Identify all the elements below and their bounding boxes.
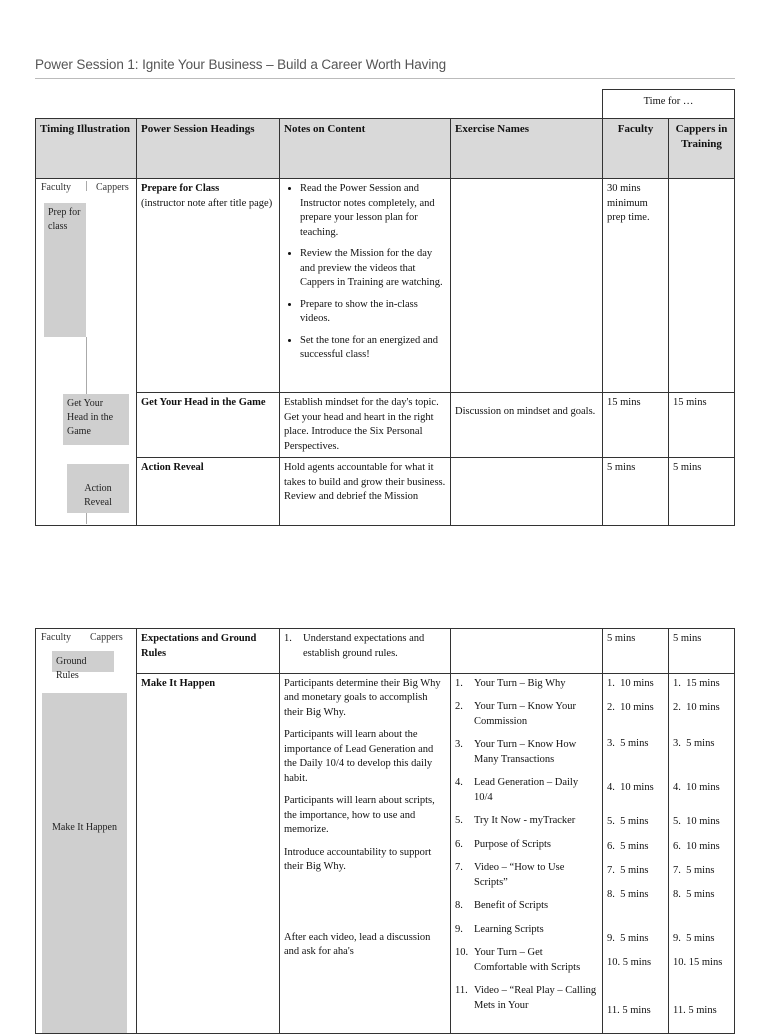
timing-illustration [36,629,137,681]
note-text: Participants will learn about the importance of Lead Generation and the Daily 10/4 to develop this daily habit. [284,729,434,784]
cappers-time: 1. 15 mins [673,677,720,689]
illus-cappers-label: Cappers [90,632,123,643]
illus-faculty-label: Faculty [41,632,71,643]
cappers-time: 10. 15 mins [673,956,723,968]
list-item [455,923,598,938]
list-text: Video – “Real Play – Calling Mets in Your [474,985,597,1011]
exercise-cell: Discussion on mindset and goals. [451,393,603,458]
cappers-cell: 15 mins [669,393,735,458]
faculty-time: 5. 5 mins [607,815,649,827]
faculty-times [607,677,664,1027]
faculty-cell: 30 mins minimum prep time. [603,179,669,393]
col-headings: Power Session Headings [137,119,280,179]
col-timing: Timing Illustration [36,119,137,179]
row-heading: Make It Happen [137,673,280,1034]
timing-illustration [36,179,137,526]
faculty-time: 2. 10 mins [607,701,654,713]
list-number: 2. [455,701,463,712]
note-text: Participants will learn about scripts, the importance, how to use and memorize. [284,795,435,835]
list-item [455,776,598,805]
faculty-cell [603,673,669,1034]
list-item [455,946,598,975]
exercise-cell [451,673,603,1034]
row-heading: Expectations and Ground Rules [137,629,280,674]
list-number: 6. [455,838,463,850]
note-text: Hold agents accountable for what it takes to build and grow their business. [284,462,446,488]
illus-connector [86,337,87,395]
list-text: Try It Now - myTracker [474,815,576,826]
list-text: Your Turn – Know How Many Transactions [474,739,577,765]
notes-cell [280,673,451,1034]
cappers-time: 2. 10 mins [673,701,720,713]
faculty-time: 8. 5 mins [607,888,649,900]
list-text: Video – “How to Use Scripts” [474,862,565,888]
list-item: • Read the Power Session and Instructor notes completely, and prepare your lesson plan for teaching. [300,182,446,240]
cappers-times [673,677,730,1027]
header-rule [35,78,735,79]
list-number: 5. [455,815,463,826]
illus-faculty-label: Faculty [41,182,71,193]
col-exercises: Exercise Names [451,119,603,179]
notes-cell [280,629,451,674]
note-text: Review and debrief the Mission [284,491,419,502]
faculty-time: 1. 10 mins [607,677,654,689]
col-faculty: Faculty [603,119,669,179]
cappers-time: 5. 10 mins [673,815,720,827]
list-item: • Set the tone for an energized and successful class! [300,334,446,363]
table-row [36,629,735,674]
notes-cell [280,458,451,526]
illus-box-head-game: Get Your Head in the Game [63,394,129,445]
list-item [455,814,598,829]
faculty-time: 4. 10 mins [607,781,654,793]
col-cappers: Cappers in Training [669,119,735,179]
faculty-cell: 5 mins [603,458,669,526]
time-for-header: Time for … [603,90,735,119]
page-header: Power Session 1: Ignite Your Business – Build a Career Worth Having [35,57,447,72]
list-item [455,738,598,767]
timing-illustration [36,673,137,1034]
illus-box-prep: Prep for class [44,203,86,337]
illus-box-make-it-happen: Make It Happen [42,693,127,1033]
cappers-time: 4. 10 mins [673,781,720,793]
list-number: 4. [455,777,463,788]
cappers-cell: 5 mins [669,629,735,674]
cappers-time: 3. 5 mins [673,737,715,749]
faculty-time: 7. 5 mins [607,864,649,876]
faculty-cell: 15 mins [603,393,669,458]
list-text: Purpose of Scripts [474,838,551,850]
list-item [455,899,598,914]
list-item [455,984,598,1013]
faculty-time: 10. 5 mins [607,956,652,968]
list-text: Benefit of Scripts [474,900,549,911]
illus-connector-bottom [86,513,87,524]
list-number: 11. [455,985,468,996]
list-number: 9. [455,923,463,935]
faculty-time: 3. 5 mins [607,737,649,749]
note-text: Participants determine their Big Why and monetary goals to accomplish their Big Why. [284,677,441,718]
list-number: 1. [455,677,463,689]
heading-cell [137,179,280,393]
cappers-time: 11. 5 mins [673,1004,717,1016]
notes-cell: Establish mindset for the day's topic. Get your head and heart in the right place. Introduce the Six Personal Perspectives. [280,393,451,458]
table-row [36,393,735,458]
list-number: 8. [455,900,463,911]
faculty-time: 9. 5 mins [607,932,649,944]
session-table-2 [35,628,735,1034]
faculty-time: 6. 5 mins [607,840,649,852]
illus-box-action-reveal: Action Reveal [67,464,129,513]
cappers-time: 9. 5 mins [673,932,715,944]
list-text: Your Turn – Know Your Commission [474,701,576,727]
cappers-cell [669,673,735,1034]
list-number: 1. [284,633,292,644]
illus-divider [86,181,87,191]
list-item: • Prepare to show the in-class videos. [300,298,446,327]
notes-list [284,632,446,661]
table-row [36,673,735,1034]
row-heading: Get Your Head in the Game [137,393,280,458]
list-text: Learning Scripts [474,923,544,935]
row-heading: Prepare for Class [141,183,220,194]
list-text: Understand expectations and establish ground rules. [303,633,425,659]
cappers-time: 8. 5 mins [673,888,715,900]
cappers-cell [669,179,735,393]
illus-box-ground-rules: Ground Rules [52,651,114,672]
list-text: Your Turn – Big Why [474,677,566,689]
list-item [455,861,598,890]
list-number: 3. [455,739,463,750]
row-heading: Action Reveal [137,458,280,526]
faculty-cell: 5 mins [603,629,669,674]
table-row [36,179,735,393]
notes-list [284,182,446,363]
table-row [36,458,735,526]
list-number: 10. [455,947,469,958]
list-item [455,700,598,729]
session-table-1 [35,89,735,526]
note-text: After each video, lead a discussion and ask for aha's [284,931,431,957]
cappers-time: 6. 10 mins [673,840,720,852]
note-text: Introduce accountability to support their Big Why. [284,846,432,872]
cappers-cell: 5 mins [669,458,735,526]
faculty-time: 11. 5 mins [607,1004,651,1016]
exercise-cell [451,629,603,674]
list-text: Your Turn – Get Comfortable with Scripts [474,947,581,973]
notes-cell [280,179,451,393]
col-notes: Notes on Content [280,119,451,179]
list-item [455,838,598,853]
list-item: • Review the Mission for the day and preview the videos that Cappers in Training are watching. [300,247,446,291]
cappers-time: 7. 5 mins [673,864,715,876]
exercise-list [455,677,598,1014]
list-number: 7. [455,862,463,873]
illus-cappers-label: Cappers [96,182,129,193]
list-item [455,677,598,692]
exercise-cell [451,458,603,526]
list-item [284,632,446,661]
list-text: Lead Generation – Daily 10/4 [474,777,579,803]
exercise-cell [451,179,603,393]
row-subheading: (instructor note after title page) [141,197,273,209]
